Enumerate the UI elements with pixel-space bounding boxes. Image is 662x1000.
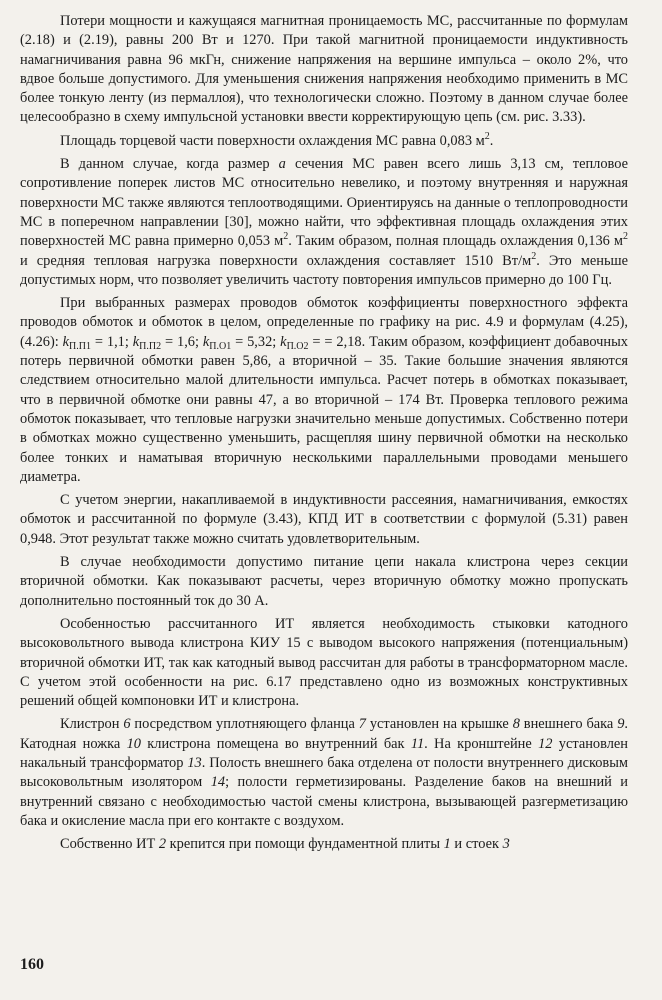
paragraph: В случае необходимости допустимо питание цепи накала клистрона через секции вторичной обмотки. Как показывают расчеты, через вторичную обмотку можно пропускать дополнительно постоянный ток до 30 А. (20, 554, 628, 609)
paragraph: С учетом энергии, накапливаемой в индуктивности рассеяния, намагничивания, емкостях обмоток и рассчитанной по формуле (3.43), КПД ИТ в соответствии с формулой (5.31) равен 0,948. Этот результат также можно считать удовлетворительным. (20, 492, 628, 547)
page-number: 160 (20, 956, 44, 973)
paragraph: При выбранных размерах проводов обмоток коэффициенты поверхностного эффекта проводов обмоток и обмоток в целом, определенные по графику на рис. 4.9 и формулам (4.25), (4.26): $k_{П.П1} = 1,1$; $k_{П.П2} = 1,6$; $k_{П.О1} = 5,32$; $k_{П.О2}$ = = 2,18. Таким образом, коэффициент добавочных потерь первичной обмотки равен 5,86, а вторичной – 35. Такие большие значения являются следствием относительно малой длительности импульса. Расчет потерь в обмотках показывает, что в первичной обмотке они равны 47, а во вторичной – 174 Вт. Проверка теплового режима обмоток показывает, что тепловые нагрузки значительно меньше допустимых. Собственно потери в обмотках можно существенно уменьшить, расщепляя шину первичной обмотки на несколько более тонких и наматывая вторичную несколькими параллельными проводами меньшего диаметра. (20, 295, 628, 485)
paragraph: Клистрон 6 посредством уплотняющего фланца 7 установлен на крышке 8 внешнего бака 9. Катодная ножка 10 клистрона помещена во внутренний бак 11. На кронштейне 12 установлен накальный трансформатор 13. Полость внешнего бака отделена от полости внутреннего дисковым высоковольтным изолятором 14; полости герметизированы. Разделение баков на внешний и внутренний связано с необходимостью частой смены клистрона, вызывающей разгерметизацию бака и окисление масла при его контакте с воздухом. (20, 716, 629, 829)
paragraph: Собственно ИТ 2 крепится при помощи фундаментной плиты 1 и стоек 3 (60, 836, 510, 853)
paragraph: Особенностью рассчитанного ИТ является необходимость стыковки катодного высоковольтного вывода клистрона КИУ 15 с выводом высокого напряжения (потенциальным) вторичной обмотки ИТ, так как катодный вывод рассчитан для работы в трансформаторном масле. С учетом этой особенности на рис. 6.17 представлено одно из возможных конструктивных решений общей компоновки ИТ и клистрона. (20, 615, 628, 710)
paragraph: Площадь торцевой части поверхности охлаждения МС равна 0,083 $м^2$. (60, 130, 494, 149)
paragraph: Потери мощности и кажущаяся магнитная проницаемость МС, рассчитанные по формулам (2.18) и (2.19), равны 200 Вт и 1270. При такой магнитной проницаемости индуктивность намагничивания равна 96 мкГн, снижение напряжения на вершине импульса – около 2%, что вдвое больше допустимого. Для уменьшения снижения напряжения необходимо применить в МС более тонкую ленту (из пермаллоя), что технологически сложно. Поэтому в данном случае более целесообразно в схему импульсной установки ввести корректирующую цепь (см. рис. 3.33). (20, 13, 628, 126)
body-text (20, 12, 628, 858)
paragraph: В данном случае, когда размер a сечения МС равен всего лишь 3,13 см, тепловое сопротивление поперек листов МС относительно невелико, и поэтому внутренняя и наружная поверхности МС также являются теплоотводящими. Ориентируясь на данные о теплопроводности МС в поперечном направлении [30], можно найти, что эффективная площадь охлаждения этих поверхностей МС равна примерно 0,053 $м^2$. Таким образом, полная площадь охлаждения 0,136 $м^2$ и средняя тепловая нагрузка поверхности охлаждения составляет 1510 $Вт/м^2$. Это меньше допустимых норм, что позволяет увеличить частоту повторения импульсов примерно до 100 Гц. (20, 156, 629, 288)
